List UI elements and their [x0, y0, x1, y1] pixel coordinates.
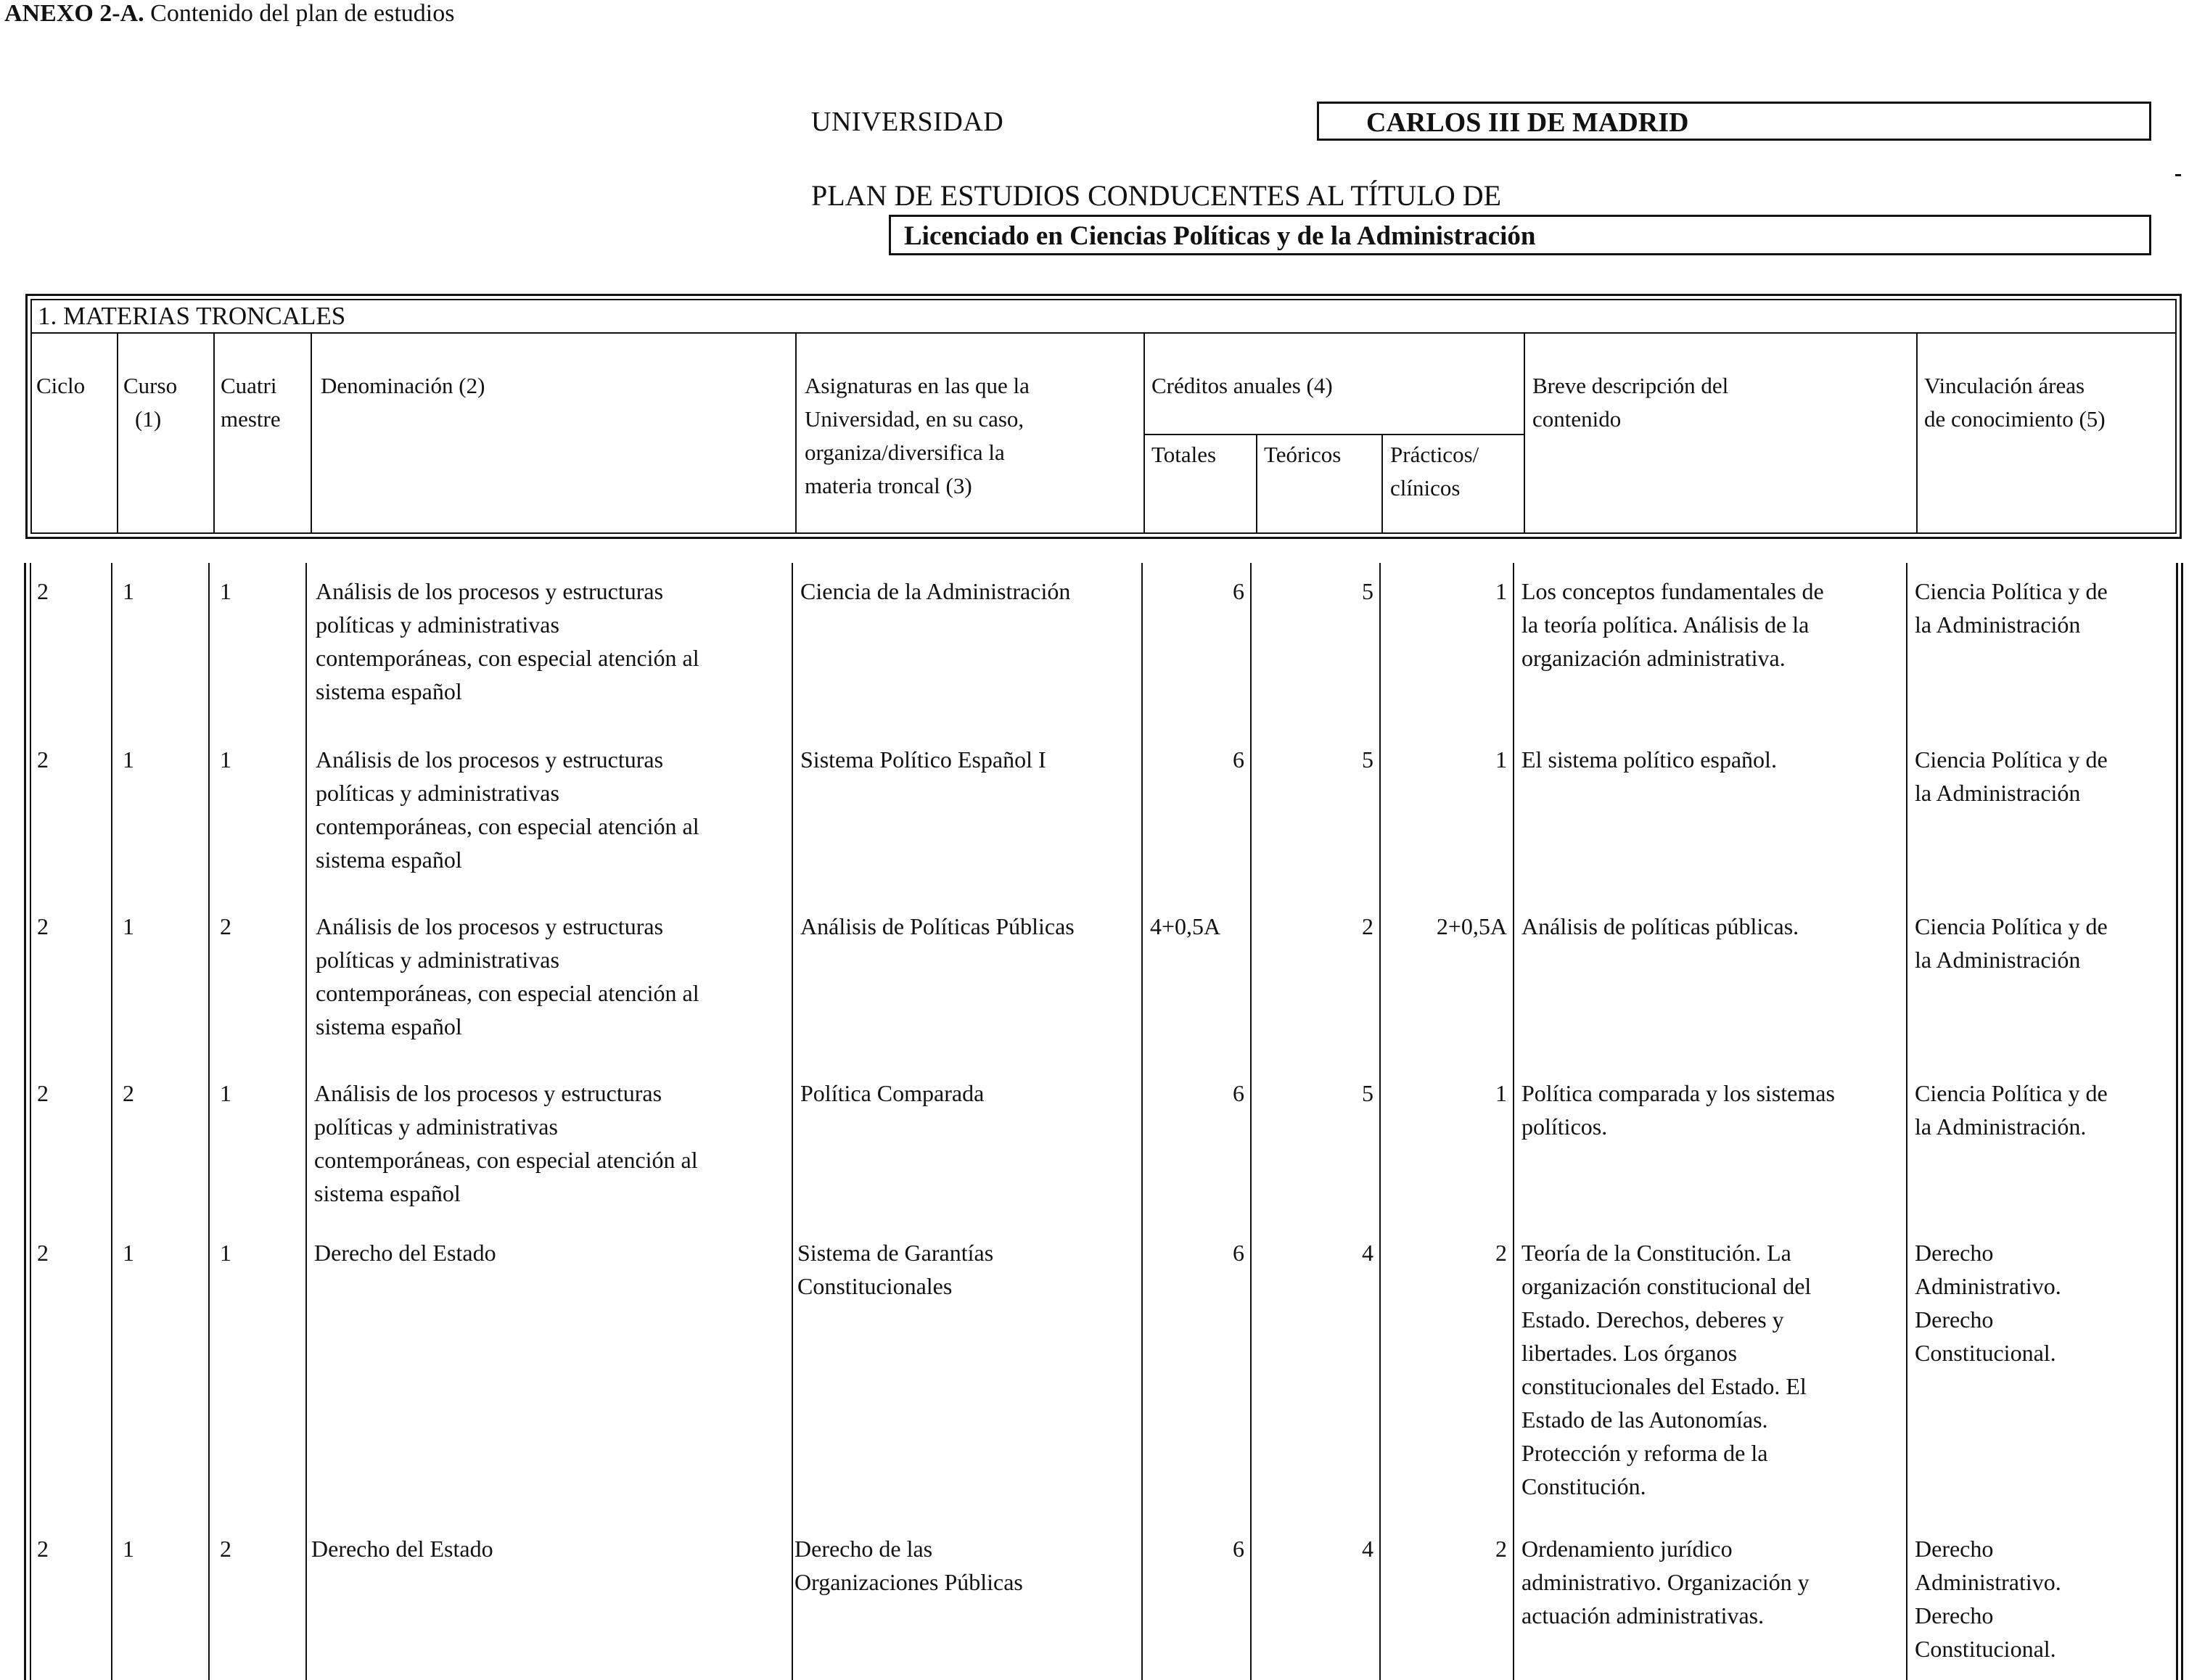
cell-asignatura: Sistema Político Español I — [800, 746, 1046, 773]
cell-practicos: 1 — [1495, 1080, 1507, 1106]
cell-practicos: 2+0,5A — [1436, 913, 1507, 939]
cell-asignatura: Ciencia de la Administración — [800, 578, 1071, 604]
cell-totales: 4+0,5A — [1150, 913, 1221, 939]
cell-cuatrimestre: 1 — [220, 746, 231, 773]
cell-practicos: 1 — [1495, 746, 1507, 773]
cell-ciclo: 2 — [37, 913, 49, 939]
cell-curso: 2 — [123, 1080, 134, 1106]
col-divider — [117, 332, 118, 532]
cell-denominacion: Análisis de los procesos y estructuras políticas y administrativas contemporáneas, con especial atención al sistema español — [316, 578, 699, 704]
header-table-inner — [30, 299, 2177, 534]
cell-vinculacion: Ciencia Política y de la Administración. — [1915, 1080, 2108, 1140]
header-divider — [32, 332, 2175, 334]
cell-denominacion: Análisis de los procesos y estructuras políticas y administrativas contemporáneas, con especial atención al sistema español — [314, 1080, 698, 1206]
cell-vinculacion: Derecho Administrativo. Derecho Constitucional. — [1915, 1240, 2061, 1366]
annex-title: Contenido del plan de estudios — [144, 0, 455, 27]
header-descripcion: Breve descripción del contenido — [1532, 373, 1729, 432]
cell-curso: 1 — [123, 746, 134, 773]
header-creditos: Créditos anuales (4) — [1151, 373, 1333, 398]
table-row — [24, 743, 2183, 902]
degree-title-box: Licenciado en Ciencias Políticas y de la Administración — [889, 215, 2151, 255]
cell-asignatura: Análisis de Políticas Públicas — [800, 913, 1075, 939]
section-title: 1. MATERIAS TRONCALES — [38, 302, 346, 330]
cell-practicos: 2 — [1495, 1536, 1507, 1562]
cell-teoricos: 5 — [1362, 1080, 1373, 1106]
col-divider — [213, 332, 215, 532]
cell-descripcion: Ordenamiento jurídico administrativo. Organización y actuación administrativas. — [1521, 1536, 1810, 1628]
cell-descripcion: Los conceptos fundamentales de la teoría política. Análisis de la organización administrativa. — [1521, 578, 1824, 671]
university-label: UNIVERSIDAD — [811, 107, 1004, 137]
header-teoricos: Teóricos — [1264, 442, 1342, 467]
table-row — [24, 910, 2183, 1069]
header-practicos: Prácticos/ clínicos — [1390, 442, 1479, 501]
header-ciclo: Ciclo — [36, 373, 86, 398]
annex-heading — [4, 0, 454, 28]
cell-cuatrimestre: 1 — [220, 1080, 231, 1106]
cell-curso: 1 — [123, 1240, 134, 1266]
cell-teoricos: 5 — [1362, 578, 1373, 604]
cell-curso: 1 — [123, 578, 134, 604]
header-asignaturas: Asignaturas en las que la Universidad, en su caso, organiza/diversifica la materia troncal (3) — [805, 373, 1030, 498]
table-row — [24, 575, 2183, 734]
table-row — [24, 1076, 2183, 1236]
cell-ciclo: 2 — [37, 746, 49, 773]
cell-cuatrimestre: 2 — [220, 1536, 231, 1562]
page-mark — [2175, 174, 2181, 176]
credits-divider — [1143, 434, 1524, 435]
cell-curso: 1 — [123, 1536, 134, 1562]
header-cuatrimestre: Cuatri mestre — [221, 373, 281, 432]
header-curso: Curso (1) — [123, 373, 178, 432]
cell-asignatura: Derecho de las Organizaciones Públicas — [794, 1536, 1023, 1595]
cell-asignatura: Sistema de Garantías Constitucionales — [797, 1240, 994, 1299]
cell-teoricos: 4 — [1362, 1240, 1373, 1266]
cell-denominacion: Derecho del Estado — [311, 1536, 493, 1562]
cell-cuatrimestre: 1 — [220, 578, 231, 604]
cell-totales: 6 — [1233, 1080, 1244, 1106]
header-totales: Totales — [1151, 442, 1217, 467]
cell-descripcion: Teoría de la Constitución. La organización constitucional del Estado. Derechos, deberes y libertades. Los órganos constitucionales del Estado. El Estado de las Autonomías. Protección y reforma de la Constitución. — [1521, 1240, 1812, 1499]
cell-ciclo: 2 — [37, 1536, 49, 1562]
cell-totales: 6 — [1233, 1536, 1244, 1562]
cell-denominacion: Derecho del Estado — [314, 1240, 496, 1266]
cell-denominacion: Análisis de los procesos y estructuras políticas y administrativas contemporáneas, con especial atención al sistema español — [316, 746, 699, 873]
cell-asignatura: Política Comparada — [800, 1080, 985, 1106]
cell-totales: 6 — [1233, 578, 1244, 604]
cell-teoricos: 4 — [1362, 1536, 1373, 1562]
cell-totales: 6 — [1233, 746, 1244, 773]
table-row — [24, 1236, 2183, 1519]
cell-cuatrimestre: 2 — [220, 913, 231, 939]
col-divider — [311, 332, 312, 532]
cell-vinculacion: Ciencia Política y de la Administración — [1915, 746, 2108, 806]
col-divider — [1916, 332, 1918, 532]
cell-ciclo: 2 — [37, 1080, 49, 1106]
header-table — [25, 294, 2182, 539]
subjects-table — [24, 563, 2183, 1680]
cell-practicos: 1 — [1495, 578, 1507, 604]
cell-ciclo: 2 — [37, 1240, 49, 1266]
plan-label: PLAN DE ESTUDIOS CONDUCENTES AL TÍTULO DE — [811, 179, 1502, 212]
cell-vinculacion: Ciencia Política y de la Administración — [1915, 578, 2108, 638]
cell-denominacion: Análisis de los procesos y estructuras políticas y administrativas contemporáneas, con especial atención al sistema español — [316, 913, 699, 1039]
cell-descripcion: Política comparada y los sistemas políticos. — [1521, 1080, 1835, 1140]
table-row — [24, 1532, 2183, 1677]
cell-curso: 1 — [123, 913, 134, 939]
cell-descripcion: El sistema político español. — [1521, 746, 1777, 773]
cell-ciclo: 2 — [37, 578, 49, 604]
header-vinculacion: Vinculación áreas de conocimiento (5) — [1924, 373, 2106, 432]
col-divider — [795, 332, 797, 532]
cell-vinculacion: Derecho Administrativo. Derecho Constitucional. — [1915, 1536, 2061, 1662]
cell-cuatrimestre: 1 — [220, 1240, 231, 1266]
university-name-box: CARLOS III DE MADRID — [1317, 102, 2151, 141]
col-divider — [1143, 332, 1145, 532]
cell-descripcion: Análisis de políticas públicas. — [1521, 913, 1799, 939]
cell-practicos: 2 — [1495, 1240, 1507, 1266]
col-divider — [1256, 434, 1257, 532]
cell-teoricos: 5 — [1362, 746, 1373, 773]
cell-vinculacion: Ciencia Política y de la Administración — [1915, 913, 2108, 973]
cell-totales: 6 — [1233, 1240, 1244, 1266]
cell-teoricos: 2 — [1362, 913, 1373, 939]
header-denominacion: Denominación (2) — [321, 373, 485, 398]
col-divider — [1524, 332, 1525, 532]
annex-label: ANEXO 2-A. — [4, 0, 144, 27]
col-divider — [1381, 434, 1383, 532]
